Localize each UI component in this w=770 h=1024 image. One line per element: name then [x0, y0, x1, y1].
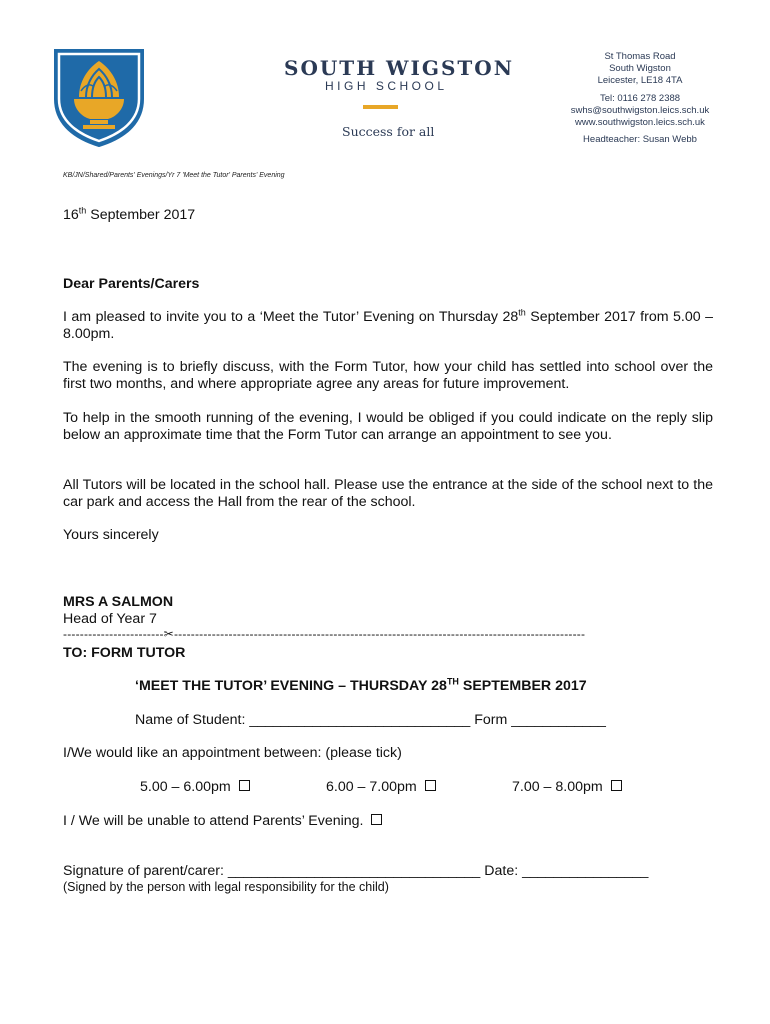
slot-3-checkbox[interactable] — [611, 780, 622, 791]
salutation: Dear Parents/Carers — [63, 276, 200, 292]
address-line-1: St Thomas Road — [604, 51, 676, 62]
address-line-3: Leicester, LE18 4TA — [597, 75, 683, 86]
paragraph-reply-request: To help in the smooth running of the evening, I would be obliged if you could indicate on the reply slip below an approximate time that the Form Tutor can arrange an appointment to see you. — [63, 410, 713, 443]
slot-3-label: 7.00 – 8.00pm — [512, 779, 603, 795]
paragraph-invitation — [63, 309, 713, 343]
email-address: swhs@southwigston.leics.sch.uk — [570, 105, 710, 116]
paragraph-location: All Tutors will be located in the school hall. Please use the entrance at the side of the school next to the car park and access the Hall from the rear of the school. — [63, 477, 713, 510]
school-crest-logo — [52, 47, 146, 147]
address-line-2: South Wigston — [609, 63, 671, 74]
phone-number: Tel: 0116 278 2388 — [599, 93, 681, 104]
student-name-field[interactable]: Name of Student: ____________________________ Form ____________ — [135, 712, 606, 728]
slot-option-1[interactable] — [140, 779, 250, 796]
headteacher-name: Headteacher: Susan Webb — [583, 134, 697, 145]
para1-sup: th — [518, 307, 526, 318]
signer-title: Head of Year 7 — [63, 611, 157, 627]
unable-checkbox[interactable] — [371, 814, 382, 825]
slot-2-checkbox[interactable] — [425, 780, 436, 791]
slot-option-3[interactable] — [512, 779, 622, 796]
para1-part1: I am pleased to invite you to a ‘Meet the Tutor’ Evening on Thursday 28 — [63, 309, 519, 325]
school-motto: Success for all — [342, 124, 435, 139]
cut-line-left: ------------------------ — [63, 627, 164, 641]
slot-2-label: 6.00 – 7.00pm — [326, 779, 417, 795]
reply-heading-part1: ‘MEET THE TUTOR’ EVENING – THURSDAY 28 — [135, 678, 447, 694]
slot-1-checkbox[interactable] — [239, 780, 250, 791]
scissors-icon: ✂ — [163, 627, 174, 641]
date-suffix: th — [78, 205, 87, 216]
letter-date — [63, 207, 195, 224]
date-day: 16 — [63, 207, 79, 223]
reply-heading-sup: TH — [446, 676, 459, 687]
signer-name: MRS A SALMON — [63, 594, 174, 610]
reply-heading-part2: SEPTEMBER 2017 — [458, 678, 587, 694]
slot-1-label: 5.00 – 6.00pm — [140, 779, 231, 795]
gold-divider — [363, 105, 398, 109]
reply-to-line: TO: FORM TUTOR — [63, 645, 186, 661]
para1-part2: September 2017 from 5.00 – 8.00pm. — [63, 309, 713, 342]
unable-label: I / We will be unable to attend Parents’ Evening. — [63, 813, 364, 829]
reply-heading — [135, 678, 587, 695]
file-reference: KB/JN/Shared/Parents' Evenings/Yr 7 'Meet the Tutor' Parents' Evening — [63, 172, 285, 179]
slot-option-2[interactable] — [326, 779, 436, 796]
appointment-label: I/We would like an appointment between: (please tick) — [63, 745, 402, 761]
closing: Yours sincerely — [63, 527, 159, 543]
signature-field[interactable]: Signature of parent/carer: ________________________________ Date: ________________ — [63, 863, 649, 879]
cut-line — [63, 627, 713, 643]
school-name: SOUTH WIGSTON — [284, 56, 514, 80]
cut-line-right: -------------------------------------------------------------------------------------------------- — [173, 627, 586, 641]
school-subtitle: HIGH SCHOOL — [325, 79, 448, 93]
paragraph-purpose: The evening is to briefly discuss, with the Form Tutor, how your child has settled into school over the first two months, and where appropriate agree any areas for future improvement. — [63, 359, 713, 392]
date-rest: September 2017 — [86, 207, 196, 223]
signature-note: (Signed by the person with legal responsibility for the child) — [63, 880, 389, 894]
unable-attend-option[interactable] — [63, 813, 382, 830]
website-address: www.southwigston.leics.sch.uk — [575, 117, 705, 128]
